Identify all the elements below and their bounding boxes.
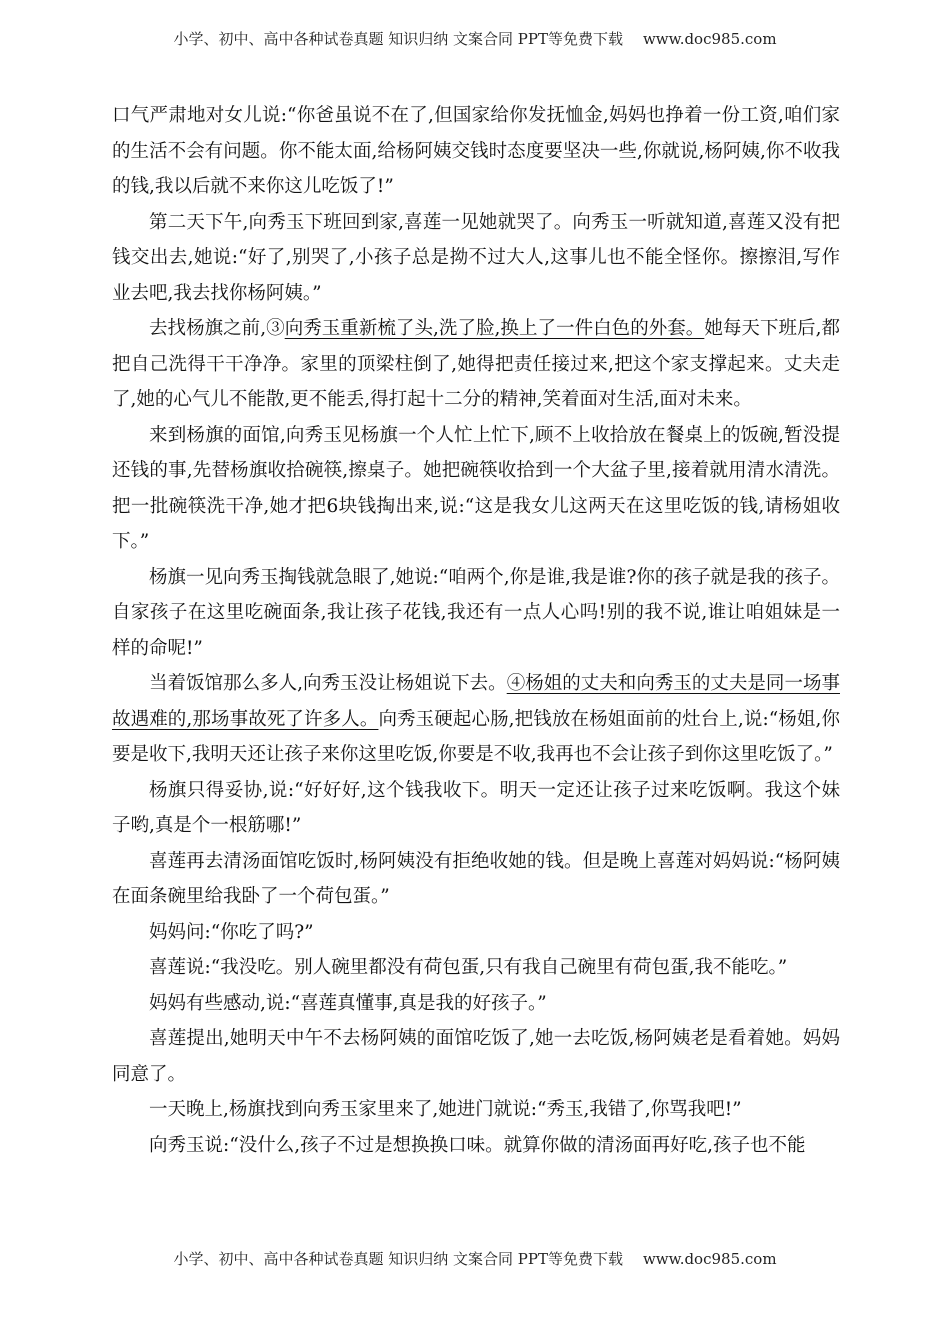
paragraph-11: 妈妈有些感动,说:“喜莲真懂事,真是我的好孩子。” xyxy=(149,992,547,1014)
paragraph-1: 口气严肃地对女儿说:“你爸虽说不在了,但国家给你发抚恤金,妈妈也挣着一份工资,咱们家的生活不会有问题。你不能太面,给杨阿姨交钱时态度要坚决一些,你就说,杨阿姨,你不收我的钱,我以后就不来你这儿吃饭了!” xyxy=(112,105,840,197)
paragraph-4: 来到杨旗的面馆,向秀玉见杨旗一个人忙上忙下,顾不上收拾放在餐桌上的饭碗,暂没提还钱的事,先替杨旗收拾碗筷,擦桌子。她把碗筷收拾到一个大盆子里,接着就用清水清洗。把一批碗筷洗干净,她才把6块钱掏出来,说:“这是我女儿这两天在这里吃饭的钱,请杨姐收下。” xyxy=(112,424,840,552)
paragraph-3-end: 她每天下班后,都把自己洗得干干净净。家里的顶梁柱倒了,她得把责任接过来,把这个家支撑起来。丈夫走了,她的心气儿不能散,更不能丢,得打起十二分的精神,笑着面对生活,面对未来。 xyxy=(112,318,841,410)
paragraph-13: 一天晚上,杨旗找到向秀玉家里来了,她进门就说:“秀玉,我错了,你骂我吧!” xyxy=(149,1099,742,1120)
paragraph-5: 杨旗一见向秀玉掏钱就急眼了,她说:“咱两个,你是谁,我是谁?你的孩子就是我的孩子。自家孩子在这里吃碗面条,我让孩子花钱,我还有一点人心吗!别的我不说,谁让咱姐妹是一样的命呢!” xyxy=(112,566,840,659)
header-url[interactable]: www.doc985.com xyxy=(642,30,777,48)
underlined-sentence-4: ④杨姐的丈夫和向秀玉的丈夫是同一场事故遇难的,那场事故死了许多人。 xyxy=(112,673,840,730)
paragraph-14: 向秀玉说:“没什么,孩子不过是想换换口味。就算你做的清汤面再好吃,孩子也不能 xyxy=(149,1134,806,1156)
page-footer xyxy=(0,1248,950,1269)
paragraph-9: 妈妈问:“你吃了吗?” xyxy=(149,921,314,943)
paragraph-10: 喜莲说:“我没吃。别人碗里都没有荷包蛋,只有我自己碗里有荷包蛋,我不能吃。” xyxy=(149,957,788,978)
paragraph-12: 喜莲提出,她明天中午不去杨阿姨的面馆吃饭了,她一去吃饭,杨阿姨老是看着她。妈妈同意了。 xyxy=(112,1028,840,1085)
footer-url[interactable]: www.doc985.com xyxy=(642,1250,777,1268)
footer-label: 小学、初中、高中各种试卷真题 知识归纳 文案合同 PPT等免费下载 xyxy=(173,1250,623,1268)
page-header xyxy=(0,28,950,49)
paragraph-3 xyxy=(112,311,840,418)
paragraph-8: 喜莲再去清汤面馆吃饭时,杨阿姨没有拒绝收她的钱。但是晚上喜莲对妈妈说:“杨阿姨在面条碗里给我卧了一个荷包蛋。” xyxy=(112,850,840,907)
underlined-sentence-3: 向秀玉重新梳了头,洗了脸,换上了一件白色的外套。 xyxy=(284,318,705,339)
paragraph-6-end: 向秀玉硬起心肠,把钱放在杨姐面前的灶台上,说:“杨姐,你要是收下,我明天还让孩子来你这里吃饭,你要是不收,我再也不会让孩子到你这里吃饭了。” xyxy=(112,708,840,765)
paragraph-6-start: 当着饭馆那么多人,向秀玉没让杨姐说下去。 xyxy=(149,673,507,694)
paragraph-6 xyxy=(112,666,840,773)
paragraph-2: 第二天下午,向秀玉下班回到家,喜莲一见她就哭了。向秀玉一听就知道,喜莲又没有把钱交出去,她说:“好了,别哭了,小孩子总是拗不过大人,这事儿也不能全怪你。擦擦泪,写作业去吧,我去找你杨阿姨。” xyxy=(112,211,840,304)
paragraph-7: 杨旗只得妥协,说:“好好好,这个钱我收下。明天一定还让孩子过来吃饭啊。我这个妹子哟,真是个一根筋哪!” xyxy=(112,779,840,836)
article-body xyxy=(112,98,840,1163)
header-label: 小学、初中、高中各种试卷真题 知识归纳 文案合同 PPT等免费下载 xyxy=(173,30,623,48)
paragraph-3-start: 去找杨旗之前,③ xyxy=(149,318,285,339)
